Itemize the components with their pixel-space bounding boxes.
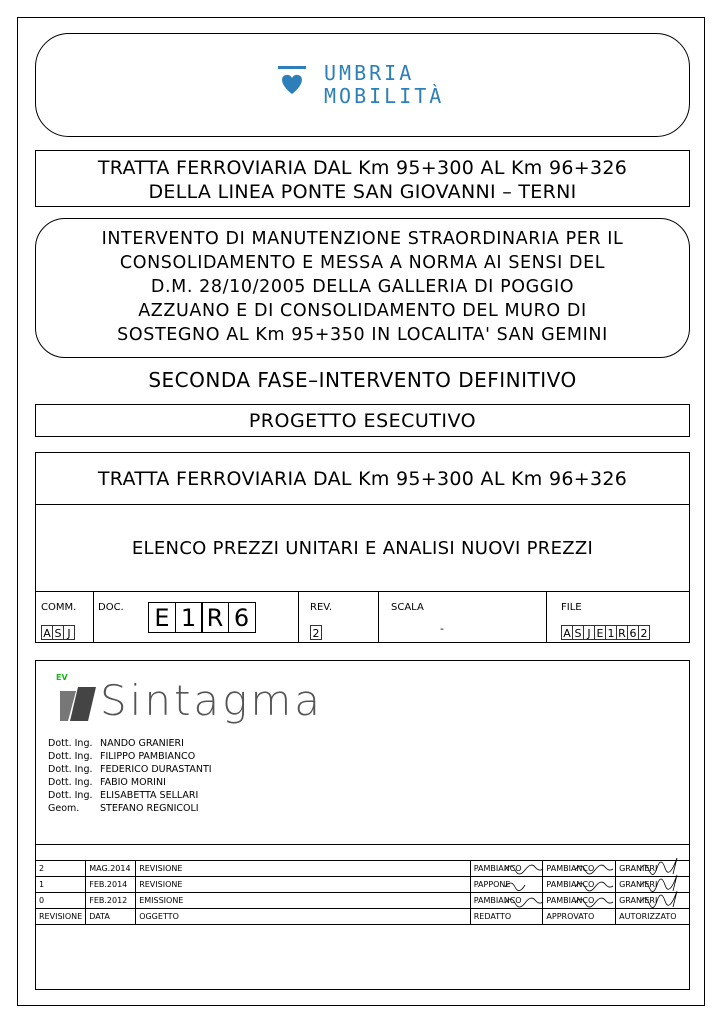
- header-data: DATA: [86, 909, 136, 925]
- rev-char: 2: [310, 625, 322, 640]
- staff-title: Dott. Ing.: [48, 777, 93, 788]
- staff-name: STEFANO REGNICOLI: [100, 803, 199, 814]
- doc-title: ELENCO PREZZI UNITARI E ANALISI NUOVI PREZZI: [36, 505, 689, 592]
- signatures: [500, 858, 690, 916]
- file-char: S: [572, 625, 584, 640]
- scala-cell: [378, 592, 547, 642]
- rev-subject: REVISIONE: [136, 861, 471, 877]
- intervention-box: [35, 218, 690, 358]
- rev-autorizzato-name: GRANIERI: [619, 880, 658, 889]
- rev-autorizzato-name: GRANIERI: [619, 864, 658, 873]
- firm-block: [35, 660, 690, 990]
- rev-cell: [298, 592, 379, 642]
- rev-redatto-name: PAMBIANCO: [473, 896, 522, 905]
- doc-label: DOC.: [98, 602, 124, 613]
- doc-cell: [93, 592, 299, 642]
- comm-char: J: [63, 625, 75, 640]
- section-title-line1: TRATTA FERROVIARIA DAL Km 95+300 AL Km 96+326: [97, 157, 628, 179]
- rev-subject: REVISIONE: [136, 877, 471, 893]
- file-char: 6: [627, 625, 639, 640]
- rev-date: MAG.2014: [86, 861, 136, 877]
- doc-code-row: [36, 592, 689, 642]
- staff-list: [48, 737, 212, 815]
- heart-logo-icon: [276, 64, 312, 100]
- intervention-line: CONSOLIDAMENTO E MESSA A NORMA AI SENSI DEL: [119, 253, 606, 273]
- doc-char: 1: [175, 602, 203, 633]
- divider: [36, 844, 689, 845]
- section-title-box: [35, 150, 690, 207]
- file-code: [561, 622, 649, 641]
- staff-title: Dott. Ing.: [48, 751, 93, 762]
- staff-title: Dott. Ing.: [48, 790, 93, 801]
- file-char: 1: [605, 625, 617, 640]
- staff-row: [48, 776, 212, 789]
- rev-date: FEB.2014: [86, 877, 136, 893]
- staff-row: [48, 789, 212, 802]
- staff-title: Dott. Ing.: [48, 738, 93, 749]
- rev-redatto-name: PAPPONE: [473, 880, 511, 889]
- intervention-line: INTERVENTO DI MANUTENZIONE STRAORDINARIA PER IL: [101, 229, 624, 249]
- scala-label: SCALA: [391, 602, 424, 613]
- project-type: PROGETTO ESECUTIVO: [248, 410, 477, 432]
- intervention-line: SOSTEGNO AL Km 95+350 IN LOCALITA' SAN GEMINI: [117, 325, 608, 345]
- rev-approvato-name: PAMBIANCO: [546, 880, 595, 889]
- staff-name: NANDO GRANIERI: [100, 738, 184, 749]
- phase-title: SECONDA FASE–INTERVENTO DEFINITIVO: [148, 368, 577, 392]
- client-logo-box: [35, 33, 690, 137]
- sintagma-mark-text: EV: [56, 673, 68, 682]
- staff-row: [48, 737, 212, 750]
- rev-approvato-name: PAMBIANCO: [546, 864, 595, 873]
- rev-redatto-name: PAMBIANCO: [473, 864, 522, 873]
- comm-char: S: [52, 625, 64, 640]
- rev-label: REV.: [310, 602, 332, 613]
- document-block: [35, 452, 690, 643]
- rev-number: 2: [36, 861, 86, 877]
- rev-approvato-name: PAMBIANCO: [546, 896, 595, 905]
- rev-code: [310, 622, 321, 641]
- signature-strokes: [505, 858, 677, 908]
- doc-char: R: [201, 602, 229, 633]
- comm-cell: [36, 592, 94, 642]
- file-char: A: [561, 625, 573, 640]
- comm-char: A: [41, 625, 53, 640]
- rev-number: 1: [36, 877, 86, 893]
- project-type-box: [35, 404, 690, 437]
- file-label: FILE: [561, 602, 582, 613]
- doc-char: E: [148, 602, 176, 633]
- staff-row: [48, 802, 212, 815]
- rev-autorizzato-name: GRANIERI: [619, 896, 658, 905]
- section-title-line2: DELLA LINEA PONTE SAN GIOVANNI – TERNI: [148, 181, 577, 203]
- staff-row: [48, 763, 212, 776]
- file-char: E: [594, 625, 606, 640]
- doc-char: 6: [228, 602, 256, 633]
- sintagma-name: Sintagma: [100, 676, 324, 725]
- rev-date: FEB.2012: [86, 893, 136, 909]
- staff-title: Dott. Ing.: [48, 764, 93, 775]
- file-char: J: [583, 625, 595, 640]
- header-autorizzato: AUTORIZZATO: [616, 909, 690, 925]
- staff-name: FABIO MORINI: [100, 777, 166, 788]
- intervention-line: AZZUANO E DI CONSOLIDAMENTO DEL MURO DI: [138, 301, 587, 321]
- file-cell: [546, 592, 689, 642]
- staff-title: Geom.: [48, 803, 80, 814]
- header-redatto: REDATTO: [470, 909, 543, 925]
- logo-line1: UMBRIA: [324, 61, 415, 85]
- header-rev: REVISIONE: [36, 909, 86, 925]
- staff-name: FEDERICO DURASTANTI: [100, 764, 212, 775]
- staff-row: [48, 750, 212, 763]
- staff-name: FILIPPO PAMBIANCO: [100, 751, 196, 762]
- comm-label: COMM.: [41, 602, 77, 613]
- logo-line2: MOBILITÀ: [324, 84, 445, 108]
- doc-tratta: TRATTA FERROVIARIA DAL Km 95+300 AL Km 96+326: [36, 453, 689, 505]
- file-char: R: [616, 625, 628, 640]
- rev-subject: EMISSIONE: [136, 893, 471, 909]
- sintagma-mark-icon: [58, 681, 98, 723]
- comm-code: [41, 622, 74, 641]
- header-approvato: APPROVATO: [543, 909, 616, 925]
- doc-code: [148, 602, 254, 633]
- rev-number: 0: [36, 893, 86, 909]
- scala-value: -: [440, 622, 444, 635]
- staff-name: ELISABETTA SELLARI: [100, 790, 199, 801]
- intervention-line: D.M. 28/10/2005 DELLA GALLERIA DI POGGIO: [150, 277, 575, 297]
- file-char: 2: [638, 625, 650, 640]
- header-oggetto: OGGETTO: [136, 909, 471, 925]
